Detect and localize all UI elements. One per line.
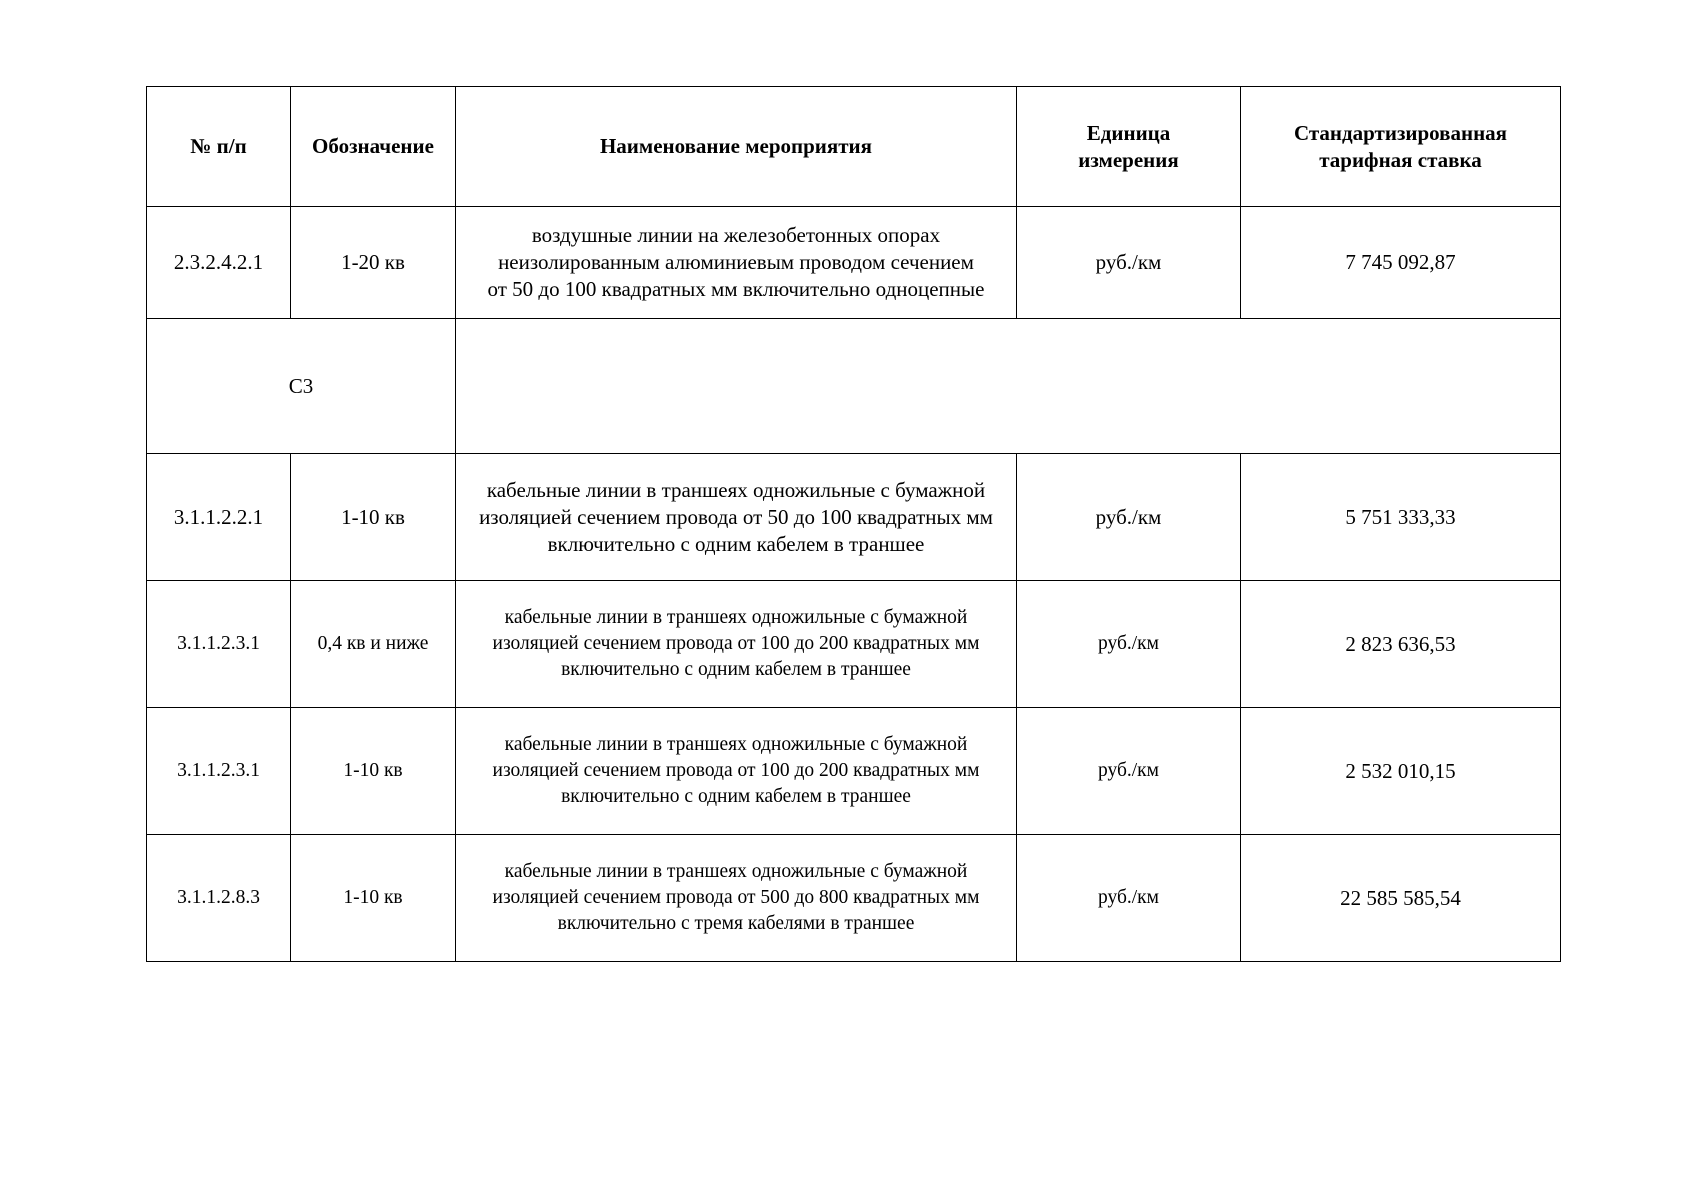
cell-tariff-rate: 7 745 092,87: [1241, 207, 1561, 319]
cell-unit: руб./км: [1017, 835, 1241, 962]
cell-tariff-rate: 2 823 636,53: [1241, 581, 1561, 708]
cell-unit: руб./км: [1017, 581, 1241, 708]
cell-designation: 1-10 кв: [291, 708, 456, 835]
section-row: [147, 319, 1561, 454]
cell-activity-name: кабельные линии в траншеях одножильные с бумажной изоляцией сечением провода от 100 до 200 квадратных мм включительно с одним кабелем в траншее: [456, 708, 1017, 835]
cell-designation: 1-10 кв: [291, 454, 456, 581]
cell-unit: руб./км: [1017, 708, 1241, 835]
cell-number: 3.1.1.2.3.1: [147, 581, 291, 708]
cell-activity-name: кабельные линии в траншеях одножильные с бумажной изоляцией сечением провода от 500 до 800 квадратных мм включительно с тремя кабелями в траншее: [456, 835, 1017, 962]
header-activity-name: Наименование мероприятия: [456, 87, 1017, 207]
table-body: [147, 207, 1561, 962]
tariff-table: [146, 86, 1561, 962]
header-number: № п/п: [147, 87, 291, 207]
table-row: [147, 708, 1561, 835]
cell-number: 2.3.2.4.2.1: [147, 207, 291, 319]
table-row: [147, 835, 1561, 962]
cell-tariff-rate: 22 585 585,54: [1241, 835, 1561, 962]
cell-number: 3.1.1.2.8.3: [147, 835, 291, 962]
cell-unit: руб./км: [1017, 207, 1241, 319]
header-row: [147, 87, 1561, 207]
table-header: [147, 87, 1561, 207]
header-tariff-rate: Стандартизированная тарифная ставка: [1241, 87, 1561, 207]
cell-designation: 1-20 кв: [291, 207, 456, 319]
table-row: [147, 207, 1561, 319]
section-label: С3: [147, 319, 456, 454]
header-unit: Единица измерения: [1017, 87, 1241, 207]
cell-unit: руб./км: [1017, 454, 1241, 581]
cell-number: 3.1.1.2.2.1: [147, 454, 291, 581]
header-designation: Обозначение: [291, 87, 456, 207]
cell-tariff-rate: 5 751 333,33: [1241, 454, 1561, 581]
cell-designation: 1-10 кв: [291, 835, 456, 962]
table-row: [147, 454, 1561, 581]
table-row: [147, 581, 1561, 708]
cell-activity-name: кабельные линии в траншеях одножильные с бумажной изоляцией сечением провода от 50 до 100 квадратных мм включительно с одним кабелем в траншее: [456, 454, 1017, 581]
cell-tariff-rate: 2 532 010,15: [1241, 708, 1561, 835]
cell-activity-name: воздушные линии на железобетонных опорах неизолированным алюминиевым проводом сечением от 50 до 100 квадратных мм включительно одноцепные: [456, 207, 1017, 319]
section-empty-cell: [456, 319, 1561, 454]
cell-designation: 0,4 кв и ниже: [291, 581, 456, 708]
cell-activity-name: кабельные линии в траншеях одножильные с бумажной изоляцией сечением провода от 100 до 200 квадратных мм включительно с одним кабелем в траншее: [456, 581, 1017, 708]
cell-number: 3.1.1.2.3.1: [147, 708, 291, 835]
